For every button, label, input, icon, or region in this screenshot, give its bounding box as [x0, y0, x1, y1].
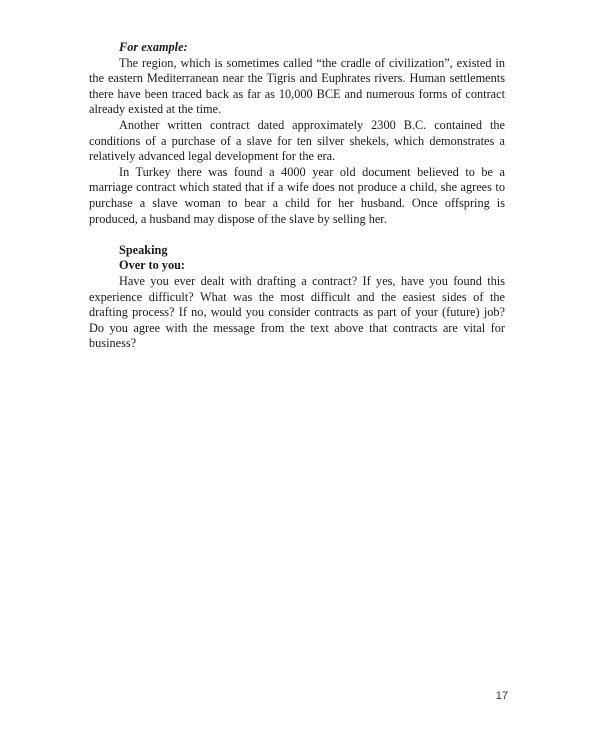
paragraph-cradle-of-civilization: The region, which is sometimes called “the cradle of civilization”, existed in the eastern Mediterranean near the Tigris and Euphrates rivers. Human settlements there have been traced back as far as 10,000 BCE and numerous forms of contract already existed at the time. [89, 55, 505, 117]
page-content [89, 40, 505, 352]
paragraph-slave-purchase-contract: Another written contract dated approximately 2300 B.C. contained the conditions of a purchase of a slave for ten silver shekels, which demonstrates a relatively advanced legal development for the era. [89, 117, 505, 164]
page-number: 17 [495, 690, 508, 702]
paragraph-marriage-contract: In Turkey there was found a 4000 year old document believed to be a marriage contract which stated that if a wife does not produce a child, she agrees to purchase a slave woman to bear a child for her husband. Once offspring is produced, a husband may dispose of the slave by selling her. [89, 164, 505, 226]
example-heading: For example: [119, 40, 188, 54]
paragraph-speaking-questions: Have you ever dealt with drafting a contract? If yes, have you found this experience difficult? What was the most difficult and the easiest sides of the drafting process? If no, would you consider contracts as part of your (future) job? Do you agree with the message from the text above that contracts are vital for business? [89, 273, 505, 351]
subsection-heading-over-to-you: Over to you: [119, 258, 186, 273]
section-heading-speaking: Speaking [119, 242, 168, 257]
section-spacer [89, 227, 505, 243]
